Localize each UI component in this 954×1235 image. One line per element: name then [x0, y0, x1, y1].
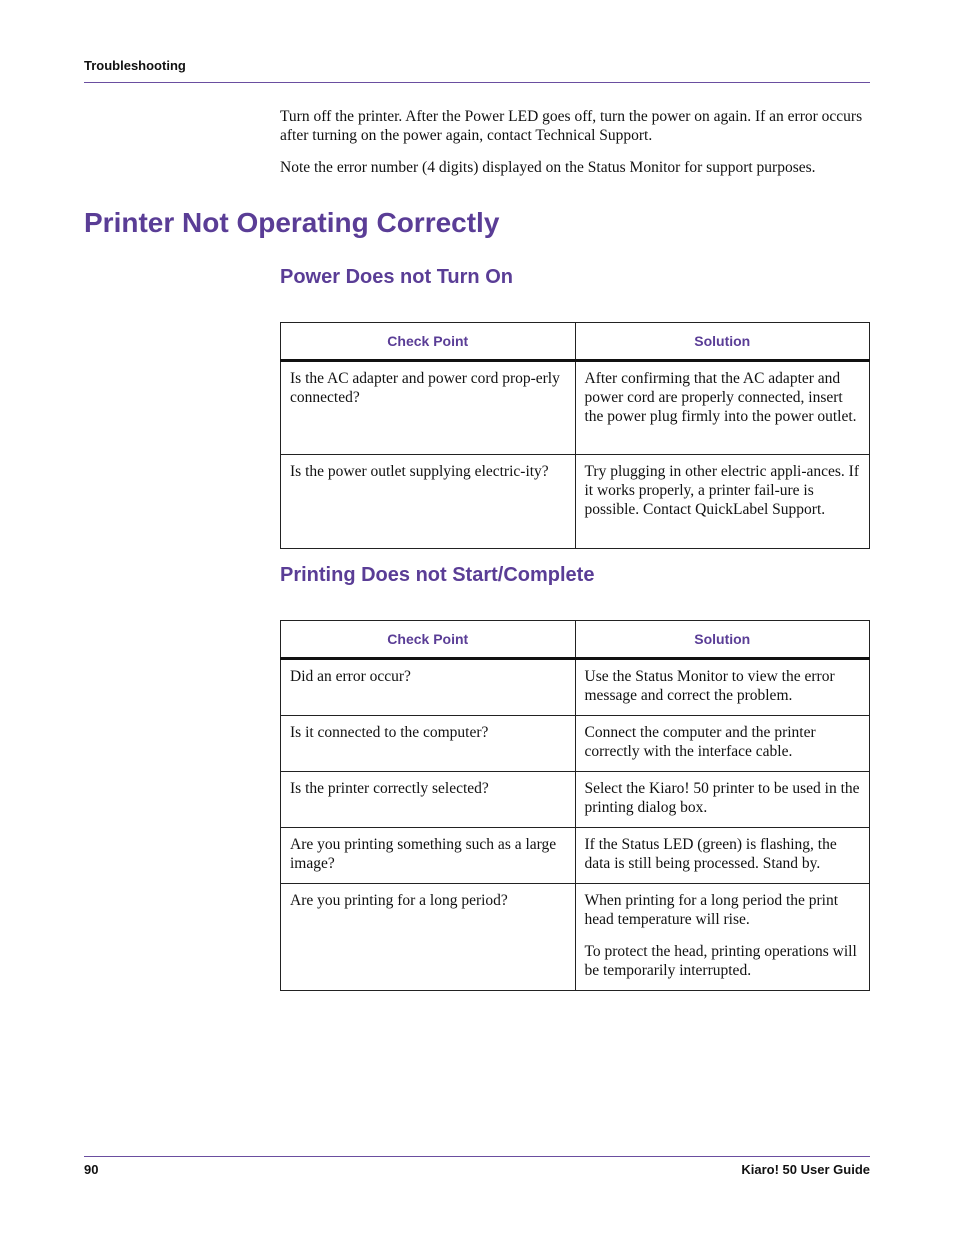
check-point-cell: Did an error occur? [281, 659, 576, 716]
column-header-check-point: Check Point [281, 323, 576, 361]
table-row [281, 455, 870, 549]
column-header-solution: Solution [575, 621, 870, 659]
table-row [281, 884, 870, 991]
solution-cell [575, 716, 870, 772]
table-row [281, 361, 870, 455]
intro-paragraph: Turn off the printer. After the Power LED goes off, turn the power on again. If an error occurs after turning on the power again, contact Technical Support. [280, 108, 863, 144]
table-row [281, 659, 870, 716]
solution-text: If the Status LED (green) is flashing, the data is still being processed. Stand by. [584, 836, 837, 872]
solution-text: To protect the head, printing operations will be temporarily interrupted. [584, 943, 857, 979]
solution-cell [575, 361, 870, 455]
power-troubleshooting-table [280, 322, 870, 549]
check-point-cell: Is the power outlet supplying electric-ity? [281, 455, 576, 549]
check-point-cell: Are you printing something such as a large image? [281, 828, 576, 884]
table-header-row [281, 621, 870, 659]
table-row [281, 772, 870, 828]
table-row [281, 716, 870, 772]
guide-title: Kiaro! 50 User Guide [741, 1162, 870, 1177]
check-point-cell: Is the printer correctly selected? [281, 772, 576, 828]
running-header: Troubleshooting [84, 58, 186, 73]
solution-cell [575, 772, 870, 828]
solution-text: Try plugging in other electric appli-ances. If it works properly, a printer fail-ure is possible. Contact QuickLabel Support. [584, 463, 859, 518]
solution-text: Select the Kiaro! 50 printer to be used in the printing dialog box. [584, 780, 860, 816]
subsection-title-printing: Printing Does not Start/Complete [280, 564, 595, 586]
check-point-cell: Is it connected to the computer? [281, 716, 576, 772]
solution-text: After confirming that the AC adapter and power cord are properly connected, insert the power plug firmly into the power outlet. [584, 370, 857, 425]
footer-divider [84, 1156, 870, 1157]
solution-cell [575, 884, 870, 991]
column-header-solution: Solution [575, 323, 870, 361]
check-point-cell: Are you printing for a long period? [281, 884, 576, 991]
check-point-cell: Is the AC adapter and power cord prop-erly connected? [281, 361, 576, 455]
solution-text: Use the Status Monitor to view the error message and correct the problem. [584, 668, 835, 704]
subsection-title-power: Power Does not Turn On [280, 266, 513, 288]
intro-text [280, 107, 872, 190]
page-number: 90 [84, 1162, 99, 1177]
header-divider [84, 82, 870, 83]
solution-cell [575, 828, 870, 884]
solution-text: When printing for a long period the print head temperature will rise. [584, 892, 839, 928]
table-row [281, 828, 870, 884]
section-title: Printer Not Operating Correctly [84, 207, 500, 238]
solution-text: Connect the computer and the printer correctly with the interface cable. [584, 724, 816, 760]
solution-cell [575, 455, 870, 549]
intro-paragraph: Note the error number (4 digits) displayed on the Status Monitor for support purposes. [280, 159, 816, 176]
solution-cell [575, 659, 870, 716]
column-header-check-point: Check Point [281, 621, 576, 659]
table-header-row [281, 323, 870, 361]
printing-troubleshooting-table [280, 620, 870, 991]
